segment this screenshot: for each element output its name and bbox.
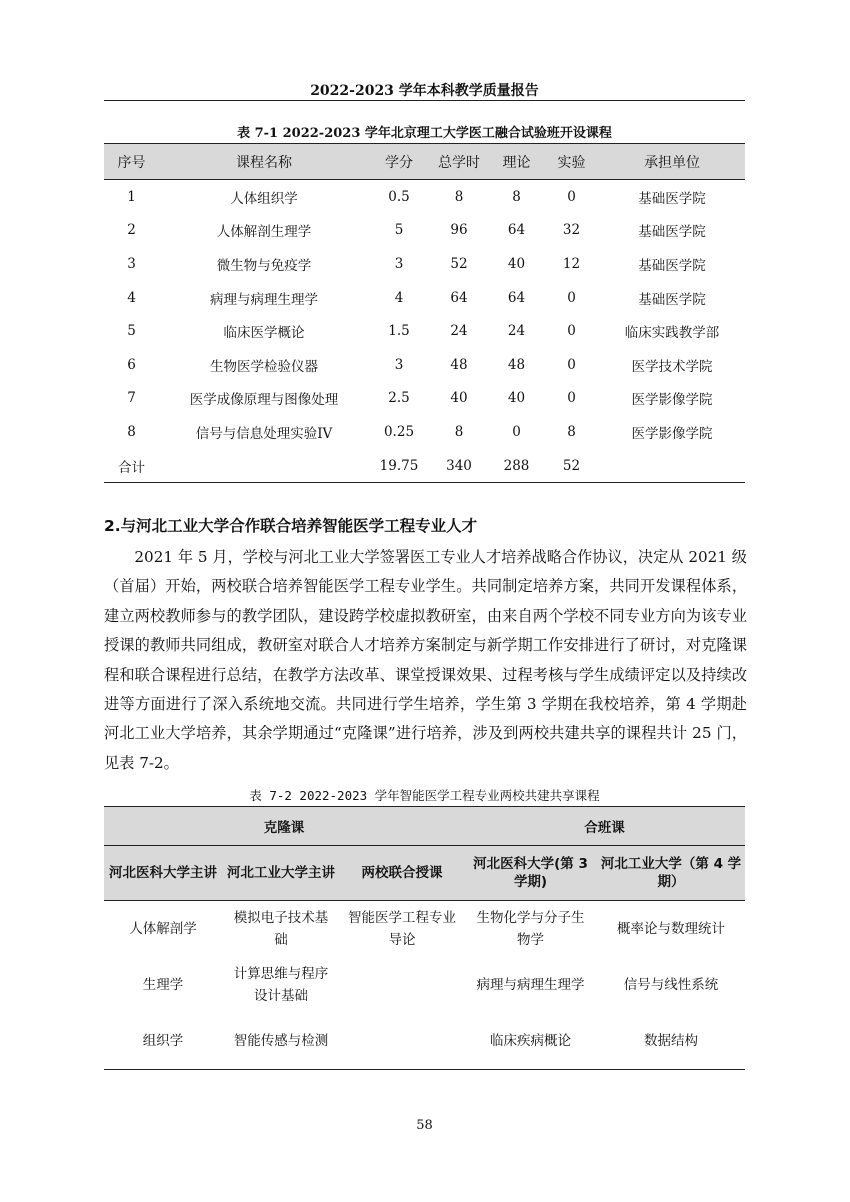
table-cell: 12 [562, 255, 581, 272]
table-row [104, 180, 745, 214]
total-credits: 19.75 [369, 449, 429, 483]
table-cell: 5 [127, 323, 136, 340]
table-cell: 智能医学工程专业导论 [348, 910, 457, 948]
table-cell: 病理与病理生理学 [210, 291, 318, 308]
table-cell: 0 [567, 289, 576, 306]
table-cell: 0 [567, 323, 576, 340]
table-cell: 7 [127, 390, 136, 407]
table-cell [340, 957, 464, 1013]
table-row [104, 281, 745, 315]
table-cell: 40 [507, 390, 526, 407]
table-cell: 24 [507, 323, 526, 340]
table1-col-header: 学分 [369, 144, 429, 180]
table-cell: 8 [454, 188, 464, 205]
table-cell: 0.5 [388, 188, 410, 205]
table1-col-header: 课程名称 [159, 144, 369, 180]
table-cell: 模拟电子技术基础 [233, 910, 329, 948]
table-cell: 智能传感与检测 [222, 1013, 340, 1070]
table-cell: 0 [512, 423, 521, 440]
header-rule [104, 100, 745, 101]
total-hours: 340 [429, 449, 489, 483]
table-cell: 临床实践教学部 [624, 325, 720, 342]
table2-header-row [104, 846, 745, 901]
total-label: 合计 [104, 449, 159, 483]
table-cell: 0 [567, 188, 576, 205]
table-row [104, 247, 745, 281]
table-row [104, 382, 745, 416]
table-cell: 信号与线性系统 [623, 977, 719, 993]
table-cell: 8 [454, 423, 464, 440]
table-cell: 48 [450, 356, 468, 373]
table-cell: 医学成像原理与图像处理 [189, 392, 339, 409]
table-cell: 医学技术学院 [631, 358, 713, 375]
table-cell: 0.25 [383, 423, 415, 440]
table-row [104, 214, 745, 248]
table-cell: 临床疾病概论 [464, 1013, 597, 1070]
table-cell: 人体组织学 [230, 190, 298, 207]
table1-col-header: 总学时 [429, 144, 489, 180]
table-cell: 病理与病理生理学 [476, 977, 585, 993]
table-cell: 0 [567, 390, 576, 407]
section-heading: 2.与河北工业大学合作联合培养智能医学工程专业人才 [104, 517, 478, 535]
table-row [104, 901, 745, 958]
page-header-title: 2022-2023 学年本科教学质量报告 [310, 83, 539, 99]
table-row [104, 314, 745, 348]
table-cell: 1.5 [388, 323, 410, 340]
table-cell: 基础医学院 [638, 291, 706, 308]
table-cell: 概率论与数理统计 [617, 921, 726, 937]
table-cell: 生理学 [142, 977, 184, 993]
table2-col-header: 河北医科大学(第 3 学期) [464, 846, 597, 901]
table-cell: 8 [512, 188, 521, 205]
table-cell: 医学影像学院 [631, 425, 713, 442]
table-cell: 96 [450, 222, 468, 239]
table-cell: 32 [562, 222, 581, 239]
table-cell: 5 [394, 222, 404, 239]
course-table-7-1 [104, 143, 745, 483]
table-cell: 基础医学院 [638, 224, 706, 241]
table-cell: 64 [507, 289, 526, 306]
shared-course-table-7-2 [104, 806, 745, 1070]
table1-col-header: 实验 [544, 144, 599, 180]
table2-col-header: 河北工业大学主讲 [222, 846, 340, 901]
table2-col-header: 河北医科大学主讲 [104, 846, 222, 901]
table-cell: 64 [507, 222, 526, 239]
table-cell: 52 [450, 255, 468, 272]
table-row [104, 1013, 745, 1070]
table-cell: 信号与信息处理实验IV [195, 425, 333, 442]
table-cell: 40 [450, 390, 468, 407]
table-cell: 基础医学院 [638, 257, 706, 274]
table1-total-row [104, 449, 745, 483]
table-cell: 医学影像学院 [631, 392, 713, 409]
table-cell: 微生物与免疫学 [216, 257, 312, 274]
table2-col-header: 河北工业大学（第 4 学期） [597, 846, 745, 901]
table-cell: 1 [127, 188, 136, 205]
table-cell: 人体解剖生理学 [216, 224, 312, 241]
table-cell: 计算思维与程序设计基础 [233, 966, 329, 1004]
table-cell: 生物化学与分子生物学 [476, 910, 585, 948]
table-cell: 8 [127, 423, 136, 440]
table-cell: 2 [127, 222, 136, 239]
table2-caption: 表 7-2 2022-2023 学年智能医学工程专业两校共建共享课程 [249, 788, 600, 803]
table-cell: 64 [450, 289, 468, 306]
table-cell: 0 [567, 356, 576, 373]
table1-col-header: 承担单位 [599, 144, 745, 180]
total-theory: 288 [489, 449, 544, 483]
group-header-joint-class: 合班课 [464, 807, 745, 846]
page-number: 58 [416, 1118, 433, 1133]
table-cell: 3 [394, 356, 404, 373]
table-cell: 临床医学概论 [223, 325, 305, 342]
table2-col-header: 两校联合授课 [340, 846, 464, 901]
total-lab: 52 [544, 449, 599, 483]
table-cell: 6 [127, 356, 136, 373]
table-cell-empty [599, 449, 745, 483]
table-cell: 4 [127, 289, 136, 306]
table-cell [340, 1013, 464, 1070]
group-header-clone-course: 克隆课 [104, 807, 464, 846]
table-cell: 4 [394, 289, 404, 306]
table-cell: 基础医学院 [638, 190, 706, 207]
table-cell: 8 [567, 423, 576, 440]
table-cell: 48 [507, 356, 526, 373]
table1-header-row [104, 144, 745, 180]
table-cell: 24 [450, 323, 468, 340]
table-cell-empty [159, 449, 369, 483]
body-paragraph: 2021 年 5 月，学校与河北工业大学签署医工专业人才培养战略合作协议，决定从 2021 级（首届）开始，两校联合培养智能医学工程专业学生。共同制定培养方案，共同开发课程体系，建立两校教师参与的教学团队，建设跨学校虚拟教研室，由来自两个学校不同专业方向为该专业授课的教师共同组成，教研室对联合人才培养方案制定与新学期工作安排进行了研讨，对克隆课程和联合课程进行总结，在教学方法改革、课堂授课效果、过程考核与学生成绩评定以及持续改进等方面进行了深入系统地交流。共同进行学生培养，学生第 3 学期在我校培养，第 4 学期赴河北工业大学培养，其余学期通过“克隆课”进行培养，涉及到两校共建共享的课程共计 25 门，见表 7-2。 [104, 548, 747, 772]
table-cell: 生物医学检验仪器 [210, 358, 318, 375]
table-cell: 40 [507, 255, 526, 272]
table-row [104, 348, 745, 382]
table-cell: 3 [394, 255, 404, 272]
table-cell: 数据结构 [597, 1013, 745, 1070]
table-cell: 组织学 [104, 1013, 222, 1070]
table1-col-header: 序号 [104, 144, 159, 180]
table-row [104, 415, 745, 449]
table-cell: 3 [127, 255, 136, 272]
table2-group-header-row [104, 807, 745, 846]
table-row [104, 957, 745, 1013]
table1-caption: 表 7-1 2022-2023 学年北京理工大学医工融合试验班开设课程 [237, 126, 612, 141]
table-cell: 人体解剖学 [129, 921, 197, 937]
table1-col-header: 理论 [489, 144, 544, 180]
table-cell: 2.5 [388, 390, 410, 407]
